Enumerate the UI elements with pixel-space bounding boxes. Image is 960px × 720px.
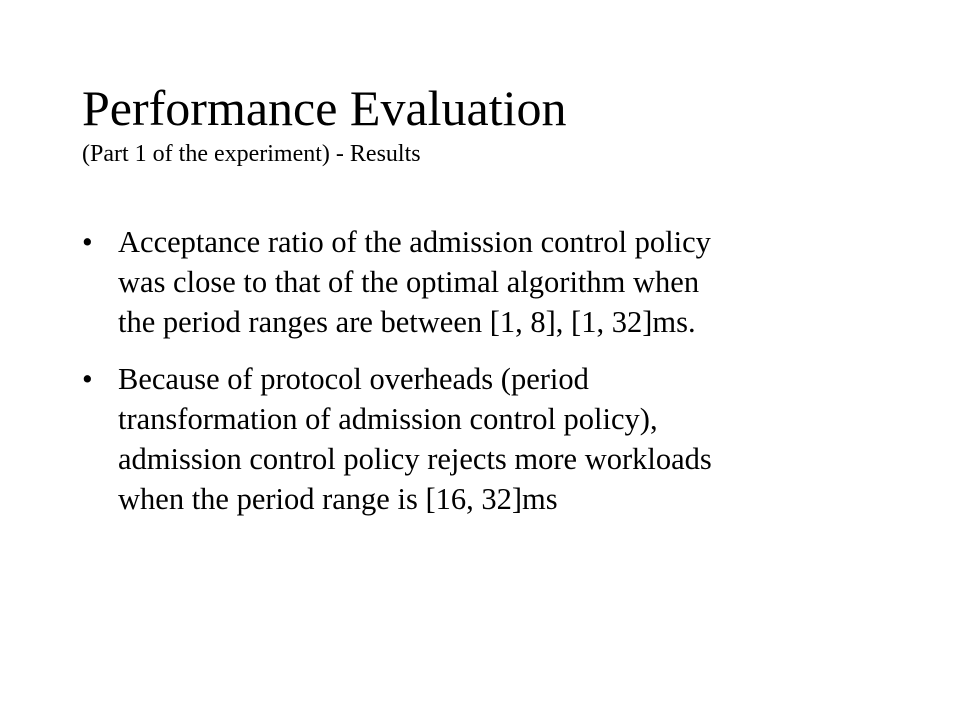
bullet-dot-icon: • — [82, 362, 93, 396]
bullet-dot-icon: • — [82, 225, 93, 259]
bullet-list — [82, 222, 862, 536]
bullet-line: the period ranges are between [1, 8], [1, 32]ms. — [118, 305, 696, 339]
bullet-item — [82, 359, 862, 519]
bullet-line: transformation of admission control policy), — [118, 402, 658, 436]
bullet-line: admission control policy rejects more workloads — [118, 442, 712, 476]
bullet-line: was close to that of the optimal algorithm when — [118, 265, 700, 299]
title-block — [82, 78, 902, 169]
bullet-line: Acceptance ratio of the admission control policy — [118, 225, 711, 259]
bullet-line: Because of protocol overheads (period — [118, 362, 589, 396]
slide-title: Performance Evaluation — [82, 80, 567, 136]
slide-subtitle: (Part 1 of the experiment) - Results — [82, 141, 421, 167]
bullet-item — [82, 222, 862, 342]
bullet-line: when the period range is [16, 32]ms — [118, 482, 558, 516]
